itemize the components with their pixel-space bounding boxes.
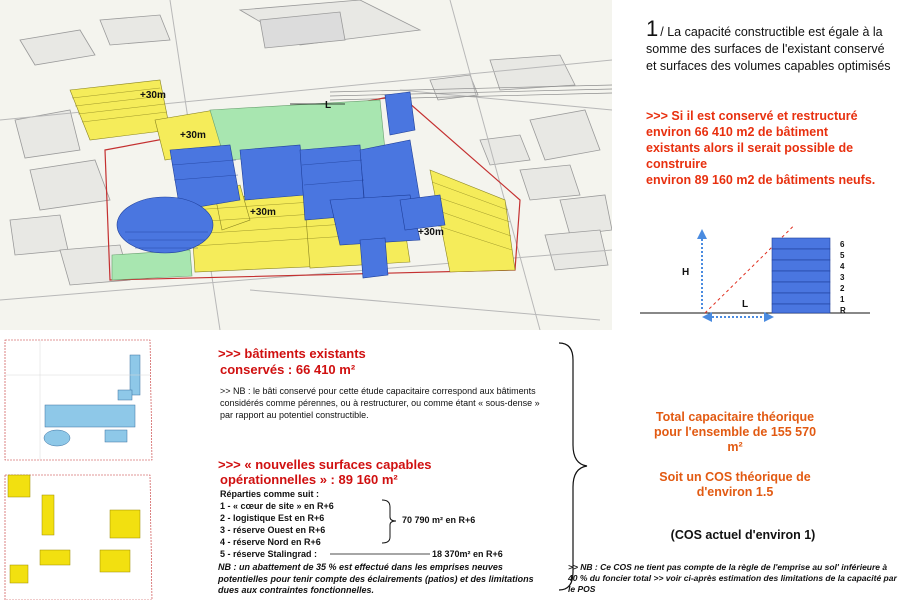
- h-label: H: [682, 267, 690, 278]
- group-value: 70 790 m² en R+6: [402, 515, 476, 525]
- existing-buildings-subtitle: [220, 362, 355, 377]
- highlight-statement: [646, 108, 898, 188]
- distribution-item: 4 - réserve Nord en R+6: [220, 537, 321, 547]
- reduction-note: NB : un abattement de 35 % est effectué dans les emprises neuves potentielles pour tenir compte des éclairements (patios) et des limitations dues aux contraintes fonctionnelles.: [218, 562, 534, 595]
- current-cos: (COS actuel d'environ 1): [670, 528, 816, 542]
- floor-label: R: [840, 306, 846, 315]
- total-line: Soit un COS théorique de: [659, 470, 811, 484]
- l-label: L: [742, 299, 749, 310]
- floor-label: 6: [840, 240, 845, 249]
- highlight-line: construire: [646, 157, 708, 171]
- floor-label: 4: [840, 262, 845, 271]
- floor-label: 3: [840, 273, 845, 282]
- new-value: 89 160 m²: [338, 472, 398, 487]
- distribution-item: 2 - logistique Est en R+6: [220, 513, 325, 523]
- existing-value: 66 410 m²: [295, 362, 356, 377]
- step-number: 1: [646, 16, 659, 41]
- distribution-item: 1 - « cœur de site » en R+6: [220, 501, 334, 511]
- height-label-4: +30m: [418, 227, 444, 238]
- total-capacity: [600, 410, 870, 500]
- floor-label: 1: [840, 295, 845, 304]
- map-l-label: L: [325, 100, 332, 111]
- highlight-line: environ 89 160 m2 de bâtiments neufs.: [646, 173, 876, 187]
- existing-buildings-title: >>> bâtiments existants: [218, 346, 366, 361]
- existing-sub-label: conservés :: [220, 362, 293, 377]
- height-label-1: +30m: [140, 90, 166, 101]
- total-line: d'environ 1.5: [696, 485, 774, 499]
- floor-label: 5: [840, 251, 845, 260]
- height-label-3: +30m: [250, 207, 276, 218]
- height-label-2: +30m: [180, 130, 206, 141]
- highlight-line: >>> Si il est conservé et restructuré: [646, 109, 858, 123]
- distribution-item: 3 - réserve Ouest en R+6: [220, 525, 326, 535]
- total-line: m²: [727, 440, 743, 454]
- summary-brace: [555, 340, 590, 595]
- total-line: pour l'ensemble de 155 570: [653, 425, 817, 439]
- total-line: Total capacitaire théorique: [655, 410, 815, 424]
- cos-note: >> NB : Ce COS ne tient pas compte de la règle de l'emprise au sol' inférieure à 40 % du foncier total >> voir ci-après estimation des limitations de la capacité par le POS: [568, 562, 897, 594]
- new-sub-label: opérationnelles » :: [220, 472, 335, 487]
- highlight-line: existants alors il serait possible de: [646, 141, 854, 155]
- new-surfaces-title: >>> « nouvelles surfaces capables: [218, 457, 432, 472]
- highlight-line: environ 66 410 m2 de bâtiment: [646, 125, 829, 139]
- intro-statement: [646, 16, 896, 75]
- aerial-3d-map: [0, 0, 612, 330]
- floor-label: 2: [840, 284, 845, 293]
- site-plan-thumbnails: [0, 335, 160, 600]
- new-surfaces-subtitle: [220, 472, 398, 487]
- distribution-item: 5 - réserve Stalingrad :: [220, 549, 318, 559]
- intro-text: / La capacité constructible est égale à la somme des surfaces de l'existant conservé et surfaces des volumes capables optimisés: [646, 25, 891, 73]
- distribution-title: Réparties comme suit :: [220, 489, 320, 499]
- stalingrad-value: 18 370m² en R+6: [432, 549, 503, 559]
- height-ratio-diagram: [640, 225, 870, 330]
- existing-note: >> NB : le bâti conservé pour cette étude capacitaire correspond aux bâtiments considérés comme pérennes, ou à restructurer, ou comme étant « sous-dense » par rapport au potentiel constructible.: [220, 386, 540, 420]
